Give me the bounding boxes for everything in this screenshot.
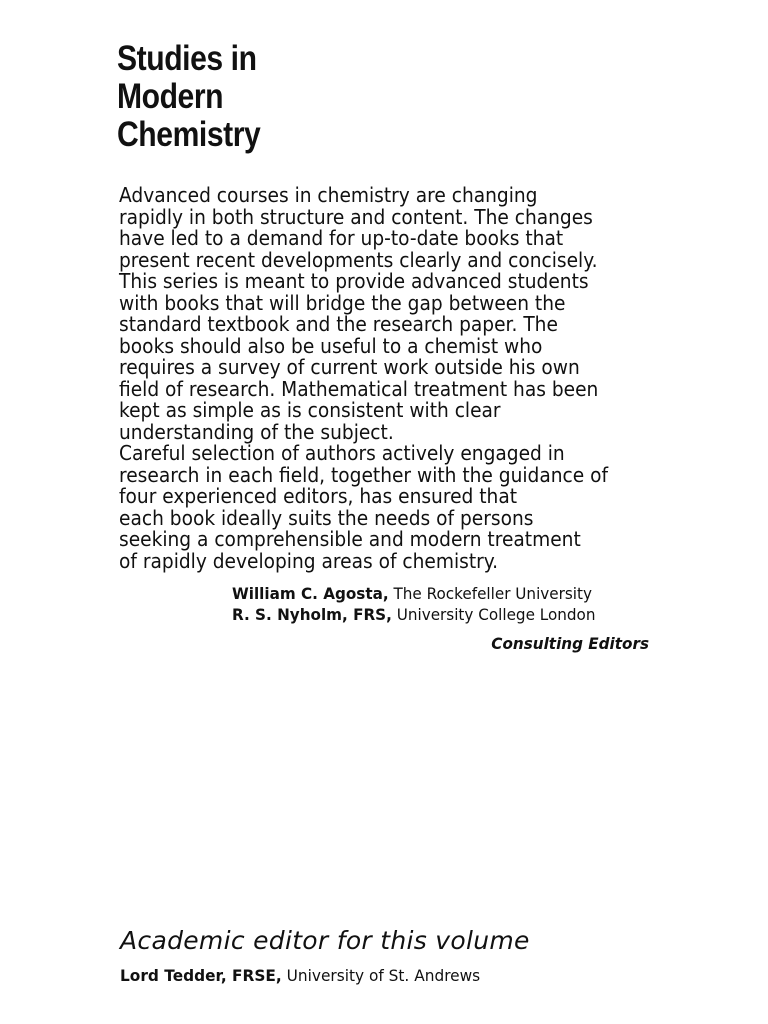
editor-affiliation: University College London <box>391 605 596 624</box>
description-line: four experienced editors, has ensured that <box>119 484 518 508</box>
editor-affiliation: The Rockefeller University <box>388 584 592 603</box>
description-line: Careful selection of authors actively engaged in <box>119 441 565 465</box>
editor-name: William C. Agosta, <box>232 584 389 603</box>
description-line: standard textbook and the research paper. The <box>119 312 558 336</box>
description-line: books should also be useful to a chemist who <box>119 333 543 358</box>
academic-editor-affiliation: University of St. Andrews <box>281 966 481 985</box>
editor-name: R. S. Nyholm, FRS, <box>232 605 392 624</box>
description-line: understanding of the subject. <box>119 419 394 444</box>
description-line: seeking a comprehensible and modern treatment <box>119 527 581 551</box>
description-line: of rapidly developing areas of chemistry. <box>119 548 499 573</box>
description-line: rapidly in both structure and content. The changes <box>119 204 593 229</box>
academic-editor-name: Lord Tedder, FRSE, <box>120 966 282 985</box>
description-line: present recent developments clearly and concisely. <box>119 247 598 272</box>
series-title-line-1: Studies in <box>117 39 257 78</box>
consulting-editor-entry <box>232 583 595 604</box>
description-line: each book ideally suits the needs of persons <box>119 505 534 530</box>
description-line: This series is meant to provide advanced students <box>119 269 589 293</box>
series-description <box>119 185 640 572</box>
consulting-editors-list <box>232 583 595 625</box>
series-title-line-2: Modern <box>117 77 224 116</box>
academic-editor-heading: Academic editor for this volume <box>120 926 530 955</box>
description-line: kept as simple as is consistent with clear <box>119 398 501 422</box>
description-line: with books that will bridge the gap between the <box>119 290 566 315</box>
series-title <box>117 40 260 154</box>
consulting-editors-label: Consulting Editors <box>491 634 649 653</box>
description-line: research in each field, together with the guidance of <box>119 462 609 487</box>
description-line: requires a survey of current work outside his own <box>119 355 580 379</box>
description-line: field of research. Mathematical treatment has been <box>119 376 599 401</box>
description-line: have led to a demand for up-to-date books that <box>119 226 564 250</box>
description-line: Advanced courses in chemistry are changing <box>119 183 538 207</box>
series-title-line-3: Chemistry <box>117 115 261 154</box>
consulting-editor-entry <box>232 604 595 625</box>
academic-editor-entry <box>120 966 480 985</box>
